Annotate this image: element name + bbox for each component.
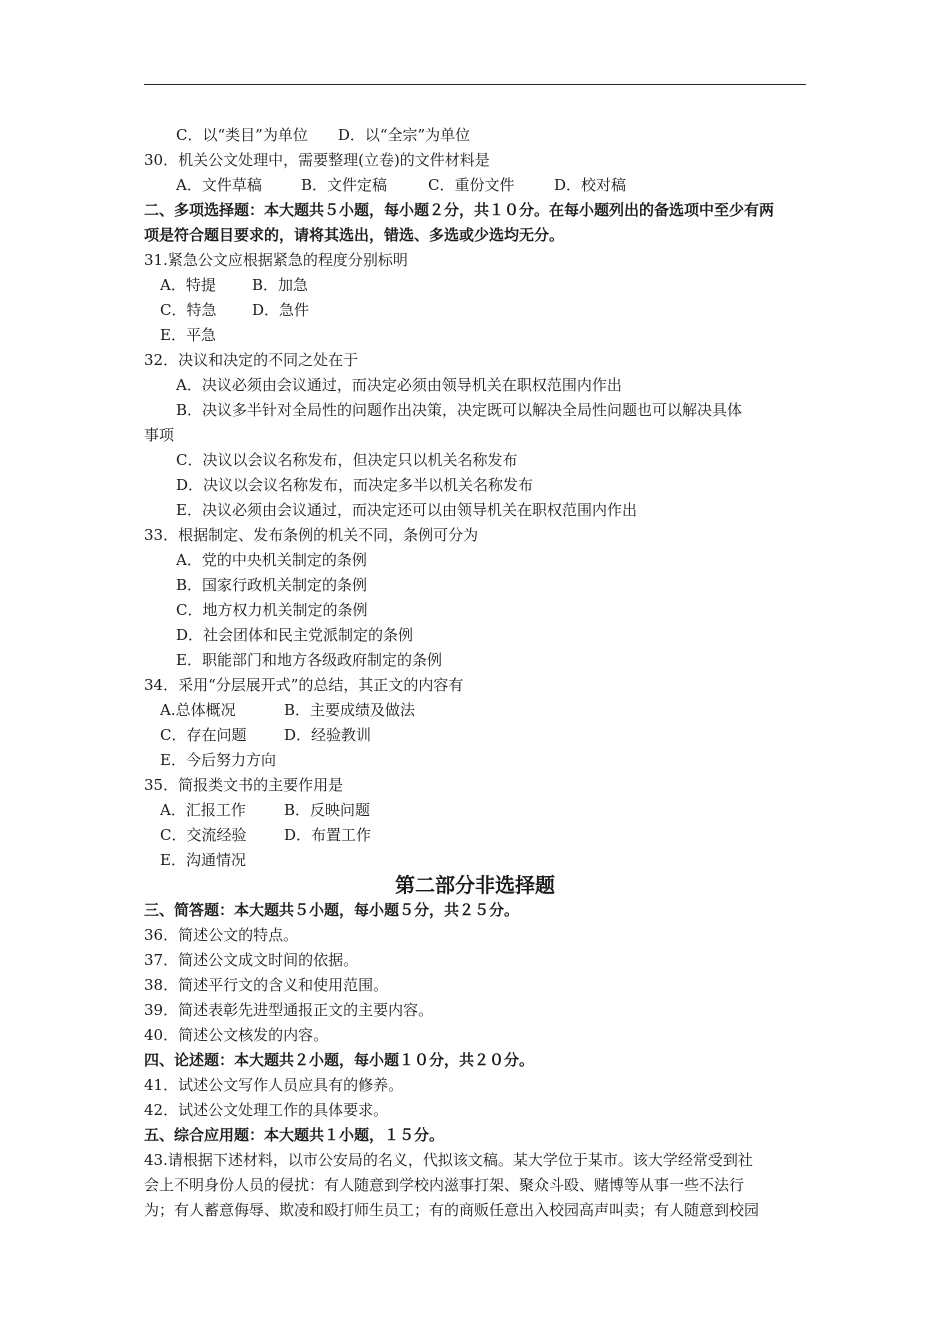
q33-option-a: A．党的中央机关制定的条例	[176, 551, 367, 569]
q30-option-b: B．文件定稿	[301, 176, 388, 194]
q40: 40．简述公文核发的内容。	[144, 1026, 329, 1044]
q35-option-b: B．反映问题	[284, 801, 371, 819]
q39: 39．简述表彰先进型通报正文的主要内容。	[144, 1001, 434, 1019]
q35-option-e: E．沟通情况	[160, 851, 246, 869]
q34-option-e: E．今后努力方向	[160, 751, 276, 769]
q31-stem: 31.紧急公文应根据紧急的程度分别标明	[144, 251, 408, 269]
q32-option-c: C．决议以会议名称发布，但决定只以机关名称发布	[176, 451, 518, 469]
q42: 42．试述公文处理工作的具体要求。	[144, 1101, 389, 1119]
q32-option-b-line1: B．决议多半针对全局性的问题作出决策，决定既可以解决全局性问题也可以解决具体	[176, 401, 743, 419]
q30-options	[176, 173, 806, 198]
q35-option-d: D．布置工作	[284, 826, 372, 844]
section-5-heading: 五、综合应用题：本大题共１小题，１５分。	[144, 1126, 445, 1144]
q31-option-b: B．加急	[252, 276, 309, 294]
q33-option-e: E．职能部门和地方各级政府制定的条例	[176, 651, 442, 669]
q33-option-b: B．国家行政机关制定的条例	[176, 576, 368, 594]
q31-options-cd	[160, 298, 806, 323]
q35-options-ab	[160, 798, 806, 823]
q29-options-cd: C．以“类目”为单位 D．以“全宗”为单位	[176, 126, 471, 144]
q34-option-b: B．主要成绩及做法	[284, 701, 416, 719]
q34-option-a: A.总体概况	[160, 701, 236, 719]
q31-options-ab	[160, 273, 806, 298]
q35-option-c: C．交流经验	[160, 826, 247, 844]
q35-options-cd	[160, 823, 806, 848]
q34-stem: 34．采用“分层展开式”的总结，其正文的内容有	[144, 676, 464, 694]
q30-stem: 30．机关公文处理中，需要整理(立卷)的文件材料是	[144, 151, 490, 169]
q33-option-c: C．地方权力机关制定的条例	[176, 601, 368, 619]
q34-options-ab	[160, 698, 806, 723]
q32-option-a: A．决议必须由会议通过，而决定必须由领导机关在职权范围内作出	[176, 376, 622, 394]
q33-option-d: D．社会团体和民主党派制定的条例	[176, 626, 414, 644]
q32-option-d: D．决议以会议名称发布，而决定多半以机关名称发布	[176, 476, 534, 494]
q35-stem: 35．简报类文书的主要作用是	[144, 776, 344, 794]
q36: 36．简述公文的特点。	[144, 926, 299, 944]
q32-option-b-line2: 事项	[144, 426, 175, 444]
q30-option-c: C．重份文件	[428, 176, 515, 194]
q34-option-c: C．存在问题	[160, 726, 247, 744]
section-2-heading-line2: 项是符合题目要求的，请将其选出，错选、多选或少选均无分。	[144, 226, 565, 244]
q34-option-d: D．经验教训	[284, 726, 372, 744]
q32-option-e: E．决议必须由会议通过，而决定还可以由领导机关在职权范围内作出	[176, 501, 637, 519]
q41: 41．试述公文写作人员应具有的修养。	[144, 1076, 404, 1094]
q35-option-a: A．汇报工作	[160, 801, 246, 819]
q38: 38．简述平行文的含义和使用范围。	[144, 976, 389, 994]
q43-line2: 会上不明身份人员的侵扰：有人随意到学校内滋事打架、聚众斗殴、赌博等从事一些不法行	[144, 1176, 745, 1194]
q31-option-e: E．平急	[160, 326, 216, 344]
q43-line1: 43.请根据下述材料，以市公安局的名义，代拟该文稿。某大学位于某市。该大学经常受到社	[144, 1151, 753, 1169]
q43-line3: 为；有人蓄意侮辱、欺凌和殴打师生员工；有的商贩任意出入校园高声叫卖；有人随意到校园	[144, 1201, 760, 1219]
q31-option-a: A．特提	[160, 276, 216, 294]
q37: 37．简述公文成文时间的依据。	[144, 951, 359, 969]
q30-option-a: A．文件草稿	[176, 176, 262, 194]
q34-options-cd	[160, 723, 806, 748]
q33-stem: 33．根据制定、发布条例的机关不同，条例可分为	[144, 526, 479, 544]
header-rule	[144, 84, 806, 85]
section-2-heading-line1: 二、多项选择题：本大题共５小题，每小题２分，共１０分。在每小题列出的备选项中至少有两	[144, 201, 775, 219]
q30-option-d: D．校对稿	[554, 176, 627, 194]
q31-option-d: D．急件	[252, 301, 310, 319]
section-3-heading: 三、简答题：本大题共５小题，每小题５分，共２５分。	[144, 901, 520, 919]
q31-option-c: C．特急	[160, 301, 217, 319]
q32-stem: 32．决议和决定的不同之处在于	[144, 351, 359, 369]
part-2-title: 第二部分非选择题	[395, 873, 555, 897]
section-4-heading: 四、论述题：本大题共２小题，每小题１０分，共２０分。	[144, 1051, 535, 1069]
